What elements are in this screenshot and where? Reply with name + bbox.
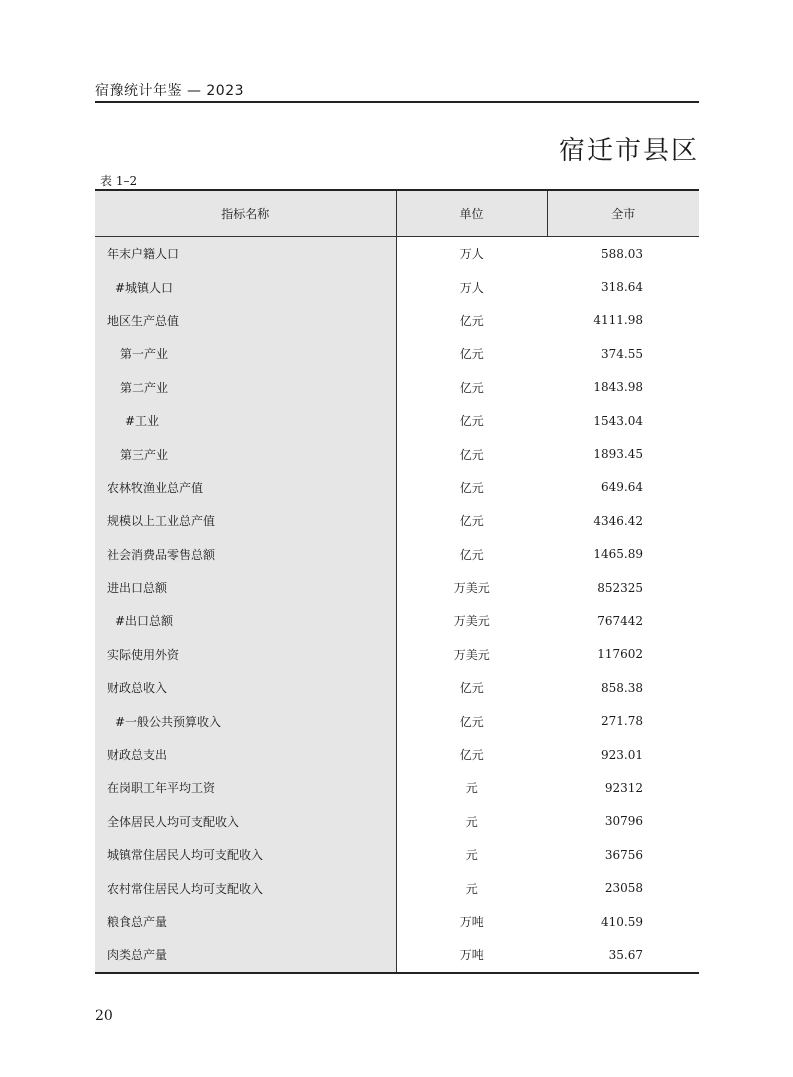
page-title: 宿迁市县区 bbox=[558, 136, 699, 166]
indicator-value: 117602 bbox=[597, 647, 643, 662]
table-row bbox=[95, 337, 699, 370]
indicator-unit: 亿元 bbox=[459, 480, 484, 495]
table-row bbox=[95, 738, 699, 771]
page-number: 20 bbox=[95, 1008, 113, 1024]
column-header-unit: 单位 bbox=[396, 190, 547, 237]
table-row bbox=[95, 571, 699, 604]
indicator-unit: 万美元 bbox=[453, 581, 490, 596]
indicator-name: #工业 bbox=[95, 404, 396, 437]
table-row bbox=[95, 871, 699, 904]
indicator-unit: 元 bbox=[465, 814, 478, 829]
indicator-name: 全体居民人均可支配收入 bbox=[95, 805, 396, 838]
table-row bbox=[95, 270, 699, 303]
indicator-value: 30796 bbox=[604, 814, 643, 829]
indicator-value: 23058 bbox=[604, 881, 643, 896]
column-header-city-total: 全市 bbox=[547, 190, 699, 237]
indicator-unit: 亿元 bbox=[459, 447, 484, 462]
indicator-unit: 亿元 bbox=[459, 748, 484, 763]
indicator-value: 649.64 bbox=[601, 480, 643, 495]
statistics-table bbox=[95, 189, 699, 974]
indicator-unit: 元 bbox=[465, 848, 478, 863]
indicator-name: 农村常住居民人均可支配收入 bbox=[95, 871, 396, 904]
indicator-name: 财政总收入 bbox=[95, 671, 396, 704]
indicator-value: 1843.98 bbox=[593, 380, 643, 395]
indicator-name: #一般公共预算收入 bbox=[95, 704, 396, 737]
indicator-value: 4346.42 bbox=[593, 513, 643, 528]
table-row bbox=[95, 638, 699, 671]
running-header: 宿豫统计年鉴 — 2023 bbox=[95, 83, 245, 99]
table-row bbox=[95, 504, 699, 537]
indicator-name: 社会消费品零售总额 bbox=[95, 538, 396, 571]
indicator-unit: 万吨 bbox=[459, 915, 484, 929]
indicator-value: 92312 bbox=[604, 780, 643, 795]
indicator-value: 588.03 bbox=[601, 246, 643, 261]
indicator-unit: 亿元 bbox=[459, 414, 484, 429]
indicator-value: 858.38 bbox=[601, 680, 643, 695]
indicator-value: 271.78 bbox=[601, 714, 643, 729]
table-label: 表 1–2 bbox=[100, 174, 138, 188]
indicator-name: 在岗职工年平均工资 bbox=[95, 771, 396, 804]
indicator-value: 4111.98 bbox=[593, 313, 643, 328]
indicator-unit: 亿元 bbox=[459, 380, 484, 395]
indicator-name: 第一产业 bbox=[95, 337, 396, 370]
indicator-value: 1893.45 bbox=[593, 447, 643, 462]
indicator-name: 农林牧渔业总产值 bbox=[95, 471, 396, 504]
indicator-name: 城镇常住居民人均可支配收入 bbox=[95, 838, 396, 871]
indicator-unit: 万人 bbox=[459, 280, 484, 295]
indicator-value: 923.01 bbox=[601, 747, 643, 762]
table-row bbox=[95, 371, 699, 404]
indicator-name: 进出口总额 bbox=[95, 571, 396, 604]
table-row bbox=[95, 538, 699, 571]
table-row bbox=[95, 437, 699, 470]
indicator-unit: 亿元 bbox=[459, 347, 484, 362]
indicator-value: 374.55 bbox=[601, 346, 643, 361]
table-row bbox=[95, 404, 699, 437]
table-row bbox=[95, 838, 699, 871]
indicator-unit: 亿元 bbox=[459, 681, 484, 696]
header-rule bbox=[95, 101, 699, 103]
indicator-value: 767442 bbox=[597, 613, 643, 628]
indicator-value: 318.64 bbox=[601, 280, 643, 295]
column-header-indicator: 指标名称 bbox=[95, 190, 396, 237]
indicator-name: 粮食总产量 bbox=[95, 905, 396, 938]
indicator-name: 第三产业 bbox=[95, 437, 396, 470]
indicator-unit: 亿元 bbox=[459, 547, 484, 562]
table-header-row bbox=[95, 190, 699, 237]
indicator-name: 规模以上工业总产值 bbox=[95, 504, 396, 537]
indicator-name: 财政总支出 bbox=[95, 738, 396, 771]
table-row bbox=[95, 771, 699, 804]
indicator-name: 第二产业 bbox=[95, 371, 396, 404]
table-row bbox=[95, 905, 699, 938]
table-row bbox=[95, 304, 699, 337]
indicator-unit: 元 bbox=[465, 881, 478, 896]
indicator-value: 1543.04 bbox=[593, 413, 643, 428]
indicator-name: #城镇人口 bbox=[95, 270, 396, 303]
indicator-name: 地区生产总值 bbox=[95, 304, 396, 337]
indicator-unit: 元 bbox=[465, 781, 478, 796]
indicator-name: 年末户籍人口 bbox=[95, 237, 396, 271]
indicator-value: 852325 bbox=[597, 580, 643, 595]
indicator-unit: 万美元 bbox=[453, 647, 490, 662]
table-row bbox=[95, 805, 699, 838]
indicator-unit: 万人 bbox=[459, 247, 484, 262]
indicator-name: #出口总额 bbox=[95, 604, 396, 637]
indicator-unit: 亿元 bbox=[459, 714, 484, 729]
indicator-value: 35.67 bbox=[547, 938, 699, 972]
table-row bbox=[95, 237, 699, 271]
indicator-unit: 万美元 bbox=[453, 614, 490, 629]
table-row bbox=[95, 604, 699, 637]
indicator-name: 肉类总产量 bbox=[95, 938, 396, 972]
indicator-unit: 万吨 bbox=[396, 938, 547, 972]
indicator-name: 实际使用外资 bbox=[95, 638, 396, 671]
indicator-value: 36756 bbox=[604, 847, 643, 862]
table-row bbox=[95, 938, 699, 972]
indicator-value: 1465.89 bbox=[593, 547, 643, 562]
table-row bbox=[95, 671, 699, 704]
indicator-unit: 亿元 bbox=[459, 514, 484, 529]
indicator-unit: 亿元 bbox=[459, 313, 484, 328]
table-row bbox=[95, 704, 699, 737]
indicator-value: 410.59 bbox=[601, 914, 643, 929]
table-row bbox=[95, 471, 699, 504]
